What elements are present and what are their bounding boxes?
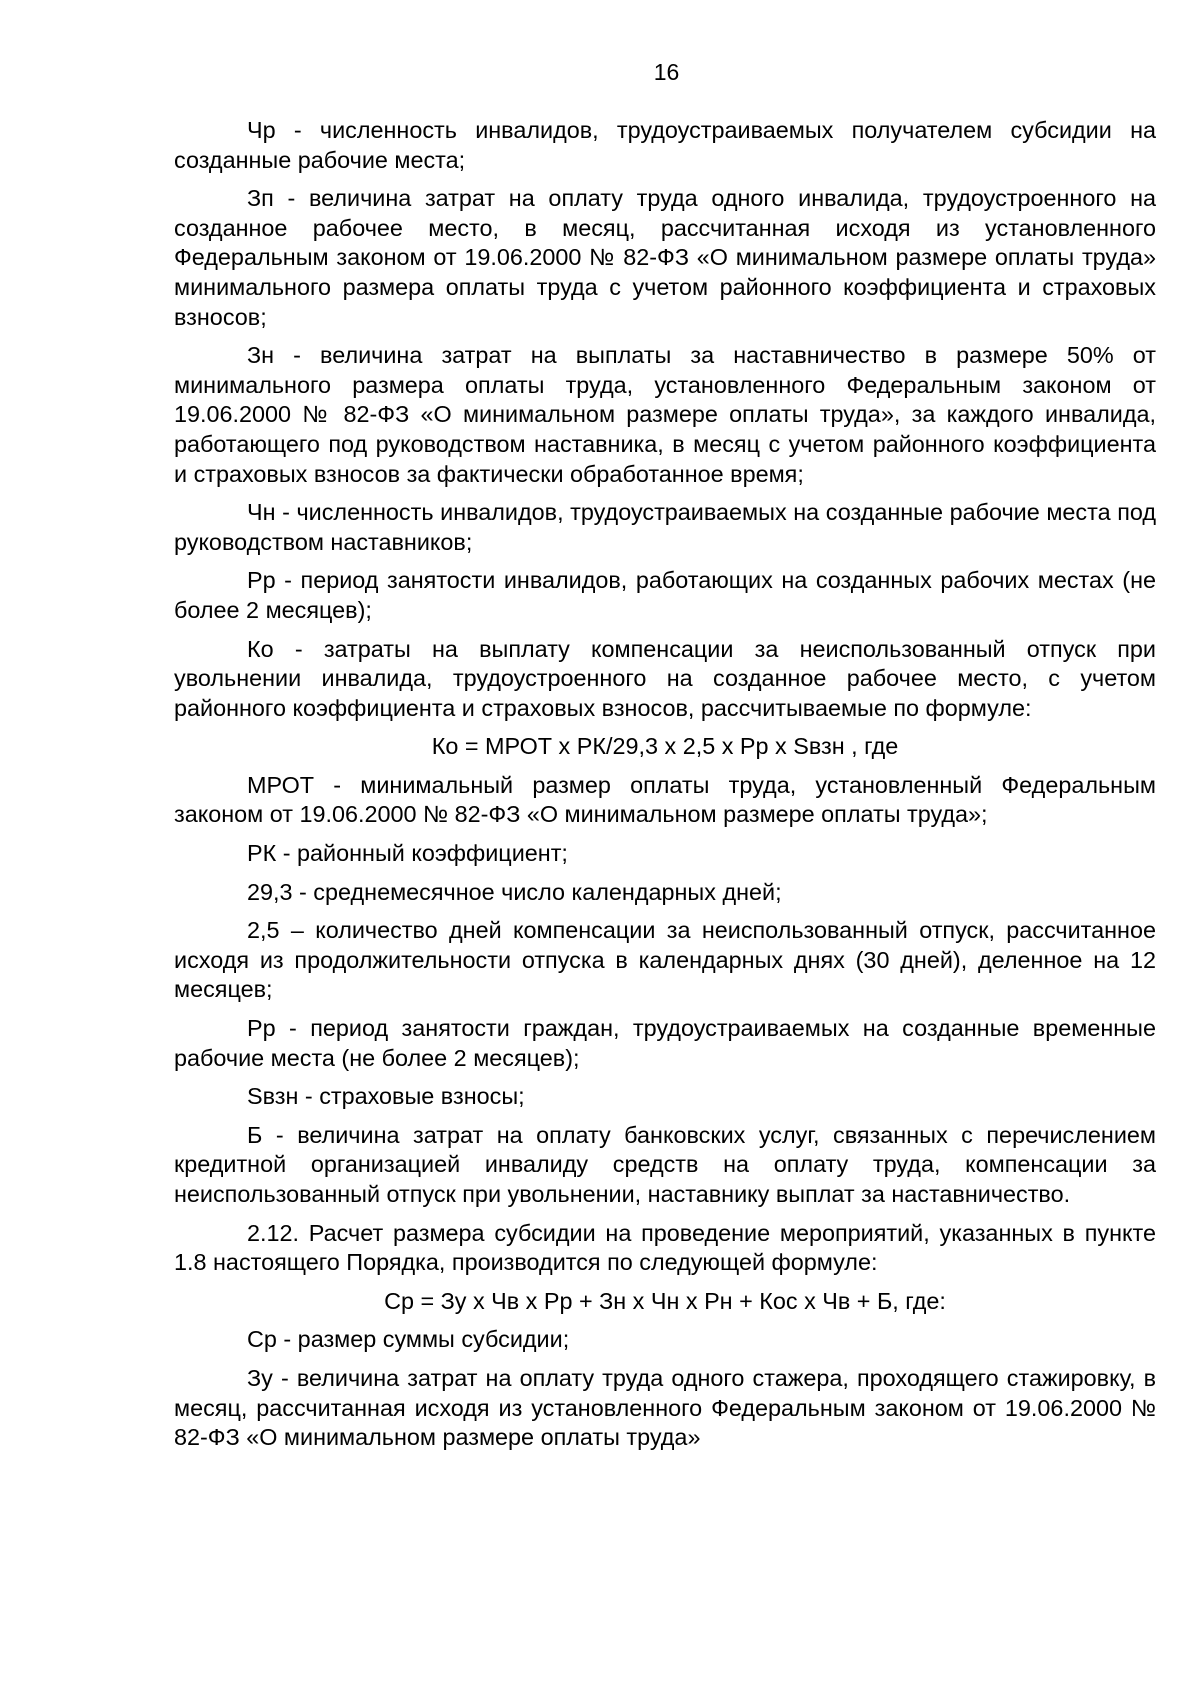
- page-number: 16: [653, 59, 680, 85]
- definition-2-5: 2,5 – количество дней компенсации за неиспользованный отпуск, рассчитанное исходя из продолжительности отпуска в календарных днях (30 дней), деленное на 12 месяцев;: [174, 917, 1156, 1003]
- definition-svzn: Sвзн - страховые взносы;: [247, 1083, 525, 1110]
- definition-rr-temporary: Рр - период занятости граждан, трудоустраиваемых на созданные временные рабочие места (не более 2 месяцев);: [174, 1015, 1156, 1071]
- document-body: [174, 116, 1156, 1462]
- definition-mrot: МРОТ - минимальный размер оплаты труда, установленный Федеральным законом от 19.06.2000 № 82-ФЗ «О минимальном размере оплаты труда»;: [174, 771, 1156, 828]
- definition-chn: Чн - численность инвалидов, трудоустраиваемых на созданные рабочие места под руководством наставников;: [174, 499, 1156, 555]
- definition-rk: РК - районный коэффициент;: [247, 840, 568, 867]
- definition-sr: Ср - размер суммы субсидии;: [247, 1326, 570, 1353]
- formula-sr: Ср = Зу х Чв х Рр + Зн х Чн х Рн + Кос х Чв + Б, где:: [384, 1287, 946, 1314]
- definition-zu: Зу - величина затрат на оплату труда одного стажера, проходящего стажировку, в месяц, рассчитанная исходя из установленного Федеральным законом от 19.06.2000 № 82-ФЗ «О минимальном размере оплаты труда»: [174, 1364, 1156, 1451]
- formula-ko: Ко = МРОТ х РК/29,3 х 2,5 х Рр х Sвзн , где: [431, 733, 899, 760]
- definition-chr: Чр - численность инвалидов, трудоустраиваемых получателем субсидии на созданные рабочие места;: [174, 117, 1156, 173]
- definition-zn: Зн - величина затрат на выплаты за наставничество в размере 50% от минимального размера оплаты труда, установленного Федеральным законом от 19.06.2000 № 82-ФЗ «О минимальном размере оплаты труда», за каждого инвалида, работающего под руководством наставника, в месяц с учетом районного коэффициента и страховых взносов за фактически обработанное время;: [174, 342, 1156, 487]
- definition-b: Б - величина затрат на оплату банковских услуг, связанных с перечислением кредитной организацией инвалиду средств на оплату труда, компенсации за неиспользованный отпуск при увольнении, наставнику выплат за наставничество.: [174, 1121, 1156, 1207]
- definition-ko: Ко - затраты на выплату компенсации за неиспользованный отпуск при увольнении инвалида, трудоустроенного на созданное рабочее место, с учетом районного коэффициента и страховых взносов, рассчитываемые по формуле:: [174, 635, 1156, 721]
- definition-zp: Зп - величина затрат на оплату труда одного инвалида, трудоустроенного на созданное рабочее место, в месяц, рассчитанная исходя из установленного Федеральным законом от 19.06.2000 № 82-ФЗ «О минимальном размере оплаты труда» минимального размера оплаты труда с учетом районного коэффициента и страховых взносов;: [174, 185, 1156, 330]
- definition-29-3: 29,3 - среднемесячное число календарных дней;: [247, 878, 782, 905]
- definition-rr: Рр - период занятости инвалидов, работающих на созданных рабочих местах (не более 2 месяцев);: [174, 567, 1156, 623]
- section-2-12: 2.12. Расчет размера субсидии на проведение мероприятий, указанных в пункте 1.8 настоящего Порядка, производится по следующей формуле:: [174, 1219, 1156, 1276]
